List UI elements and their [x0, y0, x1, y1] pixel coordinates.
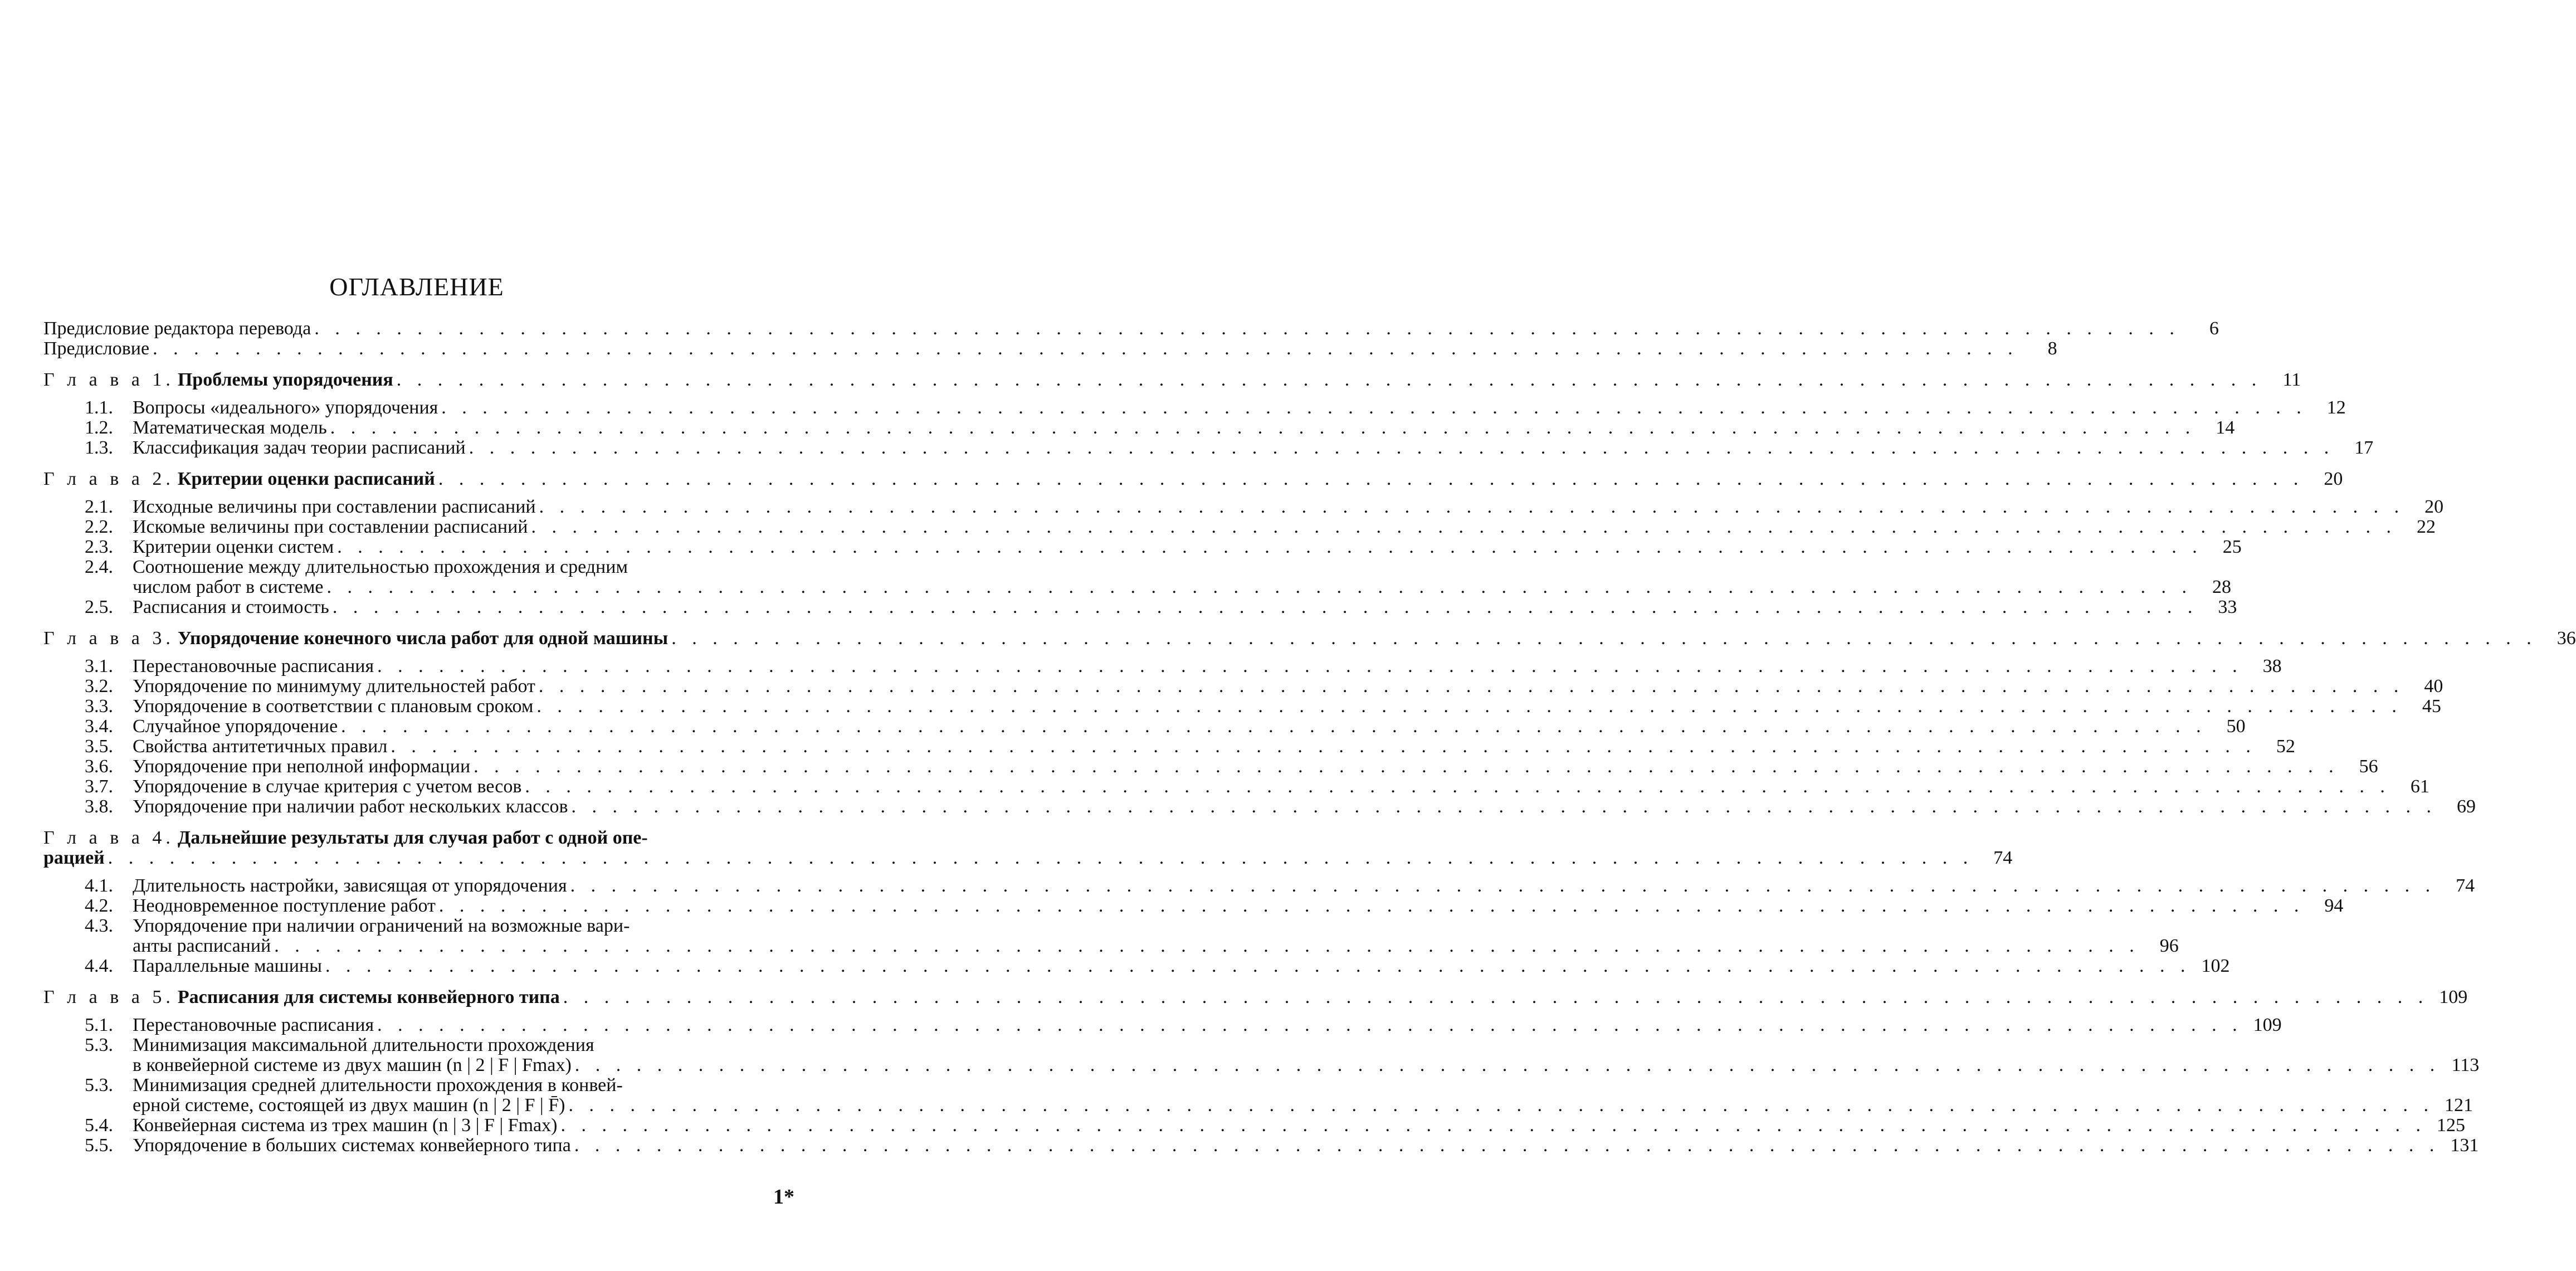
- section-entry-continuation[interactable]: [43, 936, 2179, 956]
- page-number: 52: [2276, 736, 2295, 757]
- dot-leader: [153, 339, 2018, 359]
- entry-title: Конвейерная система из трех машин (n | 3 | F | Fmax): [133, 1115, 558, 1136]
- section-number: 3.6.: [85, 756, 113, 777]
- page-number: 131: [2450, 1135, 2479, 1156]
- chapter-label: Г л а в а 3.: [43, 628, 174, 649]
- page-number: 33: [2218, 597, 2237, 617]
- entry-title: [43, 370, 393, 390]
- section-number: 1.3.: [85, 437, 113, 458]
- chapter-label: Г л а в а 2.: [43, 469, 174, 489]
- chapter-title: Критерии оценки расписаний: [177, 469, 435, 489]
- section-number: 4.3.: [85, 915, 113, 936]
- section-number: 3.1.: [85, 656, 113, 676]
- section-number: 3.4.: [85, 716, 113, 737]
- section-number: 1.2.: [85, 417, 113, 438]
- entry-title: Предисловие редактора перевода: [43, 318, 311, 339]
- section-number: 3.8.: [85, 796, 113, 817]
- entry-title: в конвейерной системе из двух машин (n | 2 | F | Fmax): [133, 1055, 572, 1075]
- section-entry-wrapped[interactable]: [43, 1075, 794, 1095]
- section-entry[interactable]: [43, 756, 2378, 777]
- toc-entry[interactable]: [43, 318, 2219, 339]
- dot-leader: [671, 629, 2537, 649]
- chapter-title: Дальнейшие результаты для случая работ с одной опе-: [177, 827, 648, 848]
- page-number: 125: [2436, 1115, 2465, 1136]
- page-number: 96: [2159, 936, 2179, 956]
- section-number: 5.5.: [85, 1135, 113, 1156]
- entry-title: Критерии оценки систем: [133, 537, 334, 557]
- section-number: 3.5.: [85, 736, 113, 757]
- section-entry-wrapped[interactable]: [43, 1035, 794, 1055]
- dot-leader: [314, 319, 2180, 339]
- section-entry[interactable]: [43, 676, 2443, 697]
- page-number: 28: [2212, 577, 2232, 597]
- entry-title: Упорядочение по минимуму длительностей работ: [133, 676, 535, 697]
- section-entry[interactable]: [43, 437, 2374, 458]
- section-number: 2.2.: [85, 517, 113, 537]
- dot-leader: [572, 797, 2437, 817]
- entry-title: Исходные величины при составлении расписаний: [133, 496, 536, 517]
- section-number: 5.3.: [85, 1075, 113, 1095]
- section-entry[interactable]: [43, 956, 2230, 976]
- dot-leader: [377, 656, 2243, 676]
- dot-leader: [536, 697, 2402, 717]
- page-number: 69: [2457, 796, 2476, 817]
- page-number: 109: [2253, 1015, 2282, 1035]
- page-title: ОГЛАВЛЕНИЕ: [329, 272, 504, 301]
- page-number: 20: [2424, 496, 2444, 517]
- dot-leader: [325, 956, 2191, 976]
- dot-leader: [438, 469, 2304, 489]
- entry-title: [43, 629, 668, 649]
- page-number: 74: [1993, 848, 2013, 868]
- entry-title: Свойства антитетичных правил: [133, 736, 388, 757]
- section-entry[interactable]: [43, 517, 2436, 537]
- page-number: 50: [2226, 716, 2246, 737]
- dot-leader: [274, 936, 2140, 956]
- entry-title: Случайное упорядочение: [133, 716, 338, 737]
- entry-title: Упорядочение при наличии работ нескольких классов: [133, 796, 568, 817]
- section-entry[interactable]: [43, 696, 2441, 717]
- chapter-entry[interactable]: [43, 987, 2468, 1007]
- entry-title: Классификация задач теории расписаний: [133, 437, 466, 458]
- chapter-title: Расписания для системы конвейерного типа: [177, 987, 560, 1007]
- page-number: 94: [2324, 895, 2344, 916]
- dot-leader: [439, 896, 2305, 916]
- section-entry[interactable]: [43, 736, 2295, 757]
- entry-title: Упорядочение при неполной информации: [133, 756, 471, 777]
- section-number: 2.4.: [85, 557, 113, 577]
- entry-title: Математическая модель: [133, 417, 327, 438]
- chapter-title: Проблемы упорядочения: [177, 369, 393, 390]
- dot-leader: [570, 876, 2436, 896]
- chapter-entry[interactable]: [43, 469, 2343, 489]
- chapter-entry[interactable]: [43, 628, 2576, 649]
- page-number: 12: [2326, 397, 2346, 418]
- dot-leader: [563, 987, 2429, 1007]
- entry-title: Вопросы «идеального» упорядочения: [133, 397, 438, 418]
- page-number: 6: [2209, 318, 2219, 339]
- section-entry[interactable]: [43, 796, 2476, 817]
- page-number: 113: [2451, 1055, 2480, 1075]
- dot-leader: [474, 757, 2339, 777]
- page-number: 25: [2222, 537, 2242, 557]
- dot-leader: [469, 438, 2335, 458]
- dot-leader: [539, 497, 2405, 517]
- entry-title: Минимизация средней длительности прохождения в конвей-: [133, 1075, 623, 1095]
- page-number: 74: [2456, 875, 2475, 896]
- section-number: 5.3.: [85, 1035, 113, 1055]
- dot-leader: [568, 1095, 2434, 1116]
- section-entry[interactable]: [43, 537, 2242, 557]
- entry-title: Упорядочение при наличии ограничений на возможные вари-: [133, 915, 630, 936]
- dot-leader: [575, 1055, 2441, 1075]
- section-entry[interactable]: [43, 397, 2346, 418]
- section-entry-continuation[interactable]: [43, 1055, 2480, 1075]
- dot-leader: [377, 1015, 2243, 1035]
- section-number: 2.3.: [85, 537, 113, 557]
- dot-leader: [327, 577, 2193, 597]
- section-number: 4.4.: [85, 956, 113, 976]
- section-number: 3.7.: [85, 776, 113, 797]
- dot-leader: [108, 848, 1974, 868]
- dot-leader: [531, 517, 2397, 537]
- chapter-label: Г л а в а 1.: [43, 369, 174, 390]
- section-number: 5.1.: [85, 1015, 113, 1035]
- entry-title: Упорядочение в больших системах конвейерного типа: [133, 1135, 571, 1156]
- entry-title: Параллельные машины: [133, 956, 322, 976]
- dot-leader: [391, 737, 2256, 757]
- entry-title: [43, 987, 560, 1007]
- section-entry-continuation[interactable]: [43, 1095, 2473, 1116]
- section-entry[interactable]: [43, 895, 2344, 916]
- section-entry[interactable]: [43, 597, 2237, 617]
- entry-title: числом работ в системе: [133, 577, 324, 597]
- section-entry[interactable]: [43, 496, 2444, 517]
- chapter-entry[interactable]: [43, 369, 2301, 390]
- section-entry[interactable]: [43, 1135, 2479, 1156]
- section-entry-wrapped[interactable]: [43, 916, 794, 936]
- page-number: 17: [2354, 437, 2374, 458]
- chapter-label: Г л а в а 4.: [43, 827, 174, 848]
- page-number: 14: [2216, 417, 2235, 438]
- dot-leader: [560, 1116, 2426, 1136]
- section-number: 4.1.: [85, 875, 113, 896]
- section-entry-continuation[interactable]: [43, 577, 2232, 597]
- entry-title: Соотношение между длительностью прохождения и средним: [133, 557, 628, 577]
- page-number: 109: [2439, 987, 2468, 1007]
- chapter-entry-continuation[interactable]: [43, 848, 2013, 868]
- page-number: 61: [2410, 776, 2429, 797]
- entry-title: анты расписаний: [133, 936, 271, 956]
- page-number: 102: [2201, 956, 2230, 976]
- dot-leader: [341, 717, 2207, 737]
- entry-title: Упорядочение в соответствии с плановым сроком: [133, 696, 534, 717]
- dot-leader: [525, 777, 2390, 797]
- dot-leader: [397, 370, 2262, 390]
- section-entry-wrapped[interactable]: [43, 557, 794, 577]
- section-entry[interactable]: [43, 776, 2429, 797]
- section-entry[interactable]: [43, 716, 2246, 737]
- entry-title: Предисловие: [43, 338, 150, 359]
- entry-title: Перестановочные расписания: [133, 1015, 374, 1035]
- dot-leader: [337, 537, 2203, 557]
- entry-title: Неодновременное поступление работ: [133, 895, 436, 916]
- entry-title: Упорядочение в случае критерия с учетом весов: [133, 776, 522, 797]
- dot-leader: [330, 418, 2196, 438]
- section-number: 3.2.: [85, 676, 113, 697]
- page-number: 20: [2324, 469, 2343, 489]
- page-number: 36: [2557, 628, 2576, 649]
- page-number: 8: [2047, 338, 2057, 359]
- section-number: 2.5.: [85, 597, 113, 617]
- entry-title: Расписания и стоимость: [133, 597, 329, 617]
- chapter-label: Г л а в а 5.: [43, 987, 174, 1007]
- toc-entry[interactable]: [43, 338, 2057, 359]
- entry-title: [43, 828, 648, 848]
- entry-title: Минимизация максимальной длительности прохождения: [133, 1035, 594, 1055]
- section-entry[interactable]: [43, 1115, 2465, 1136]
- page-number: 22: [2416, 517, 2436, 537]
- section-number: 2.1.: [85, 496, 113, 517]
- page-number: 121: [2444, 1095, 2473, 1116]
- section-number: 5.4.: [85, 1115, 113, 1136]
- section-number: 3.3.: [85, 696, 113, 717]
- section-number: 4.2.: [85, 895, 113, 916]
- entry-title: ерной системе, состоящей из двух машин (n | 2 | F | F̄): [133, 1095, 565, 1116]
- dot-leader: [441, 398, 2307, 418]
- section-entry[interactable]: [43, 656, 2282, 676]
- entry-title: Искомые величины при составлении расписаний: [133, 517, 528, 537]
- entry-title: Длительность настройки, зависящая от упорядочения: [133, 875, 567, 896]
- page-number: 45: [2422, 696, 2441, 717]
- chapter-entry-wrapped[interactable]: [43, 828, 794, 848]
- section-entry[interactable]: [43, 417, 2235, 438]
- page-number: 38: [2262, 656, 2282, 676]
- entry-title: [43, 469, 435, 489]
- section-entry[interactable]: [43, 1015, 2282, 1035]
- entry-title: рацией: [43, 848, 105, 868]
- section-entry[interactable]: [43, 875, 2475, 896]
- dot-leader: [539, 676, 2404, 697]
- entry-title: Перестановочные расписания: [133, 656, 374, 676]
- chapter-title: Упорядочение конечного числа работ для одной машины: [177, 628, 669, 649]
- table-of-contents: [43, 318, 2576, 1156]
- signature-mark: 1*: [773, 1185, 794, 1209]
- page-number: 56: [2359, 756, 2378, 777]
- page-number: 11: [2282, 369, 2301, 390]
- section-number: 1.1.: [85, 397, 113, 418]
- dot-leader: [574, 1136, 2440, 1156]
- page-number: 40: [2424, 676, 2443, 697]
- dot-leader: [333, 597, 2198, 617]
